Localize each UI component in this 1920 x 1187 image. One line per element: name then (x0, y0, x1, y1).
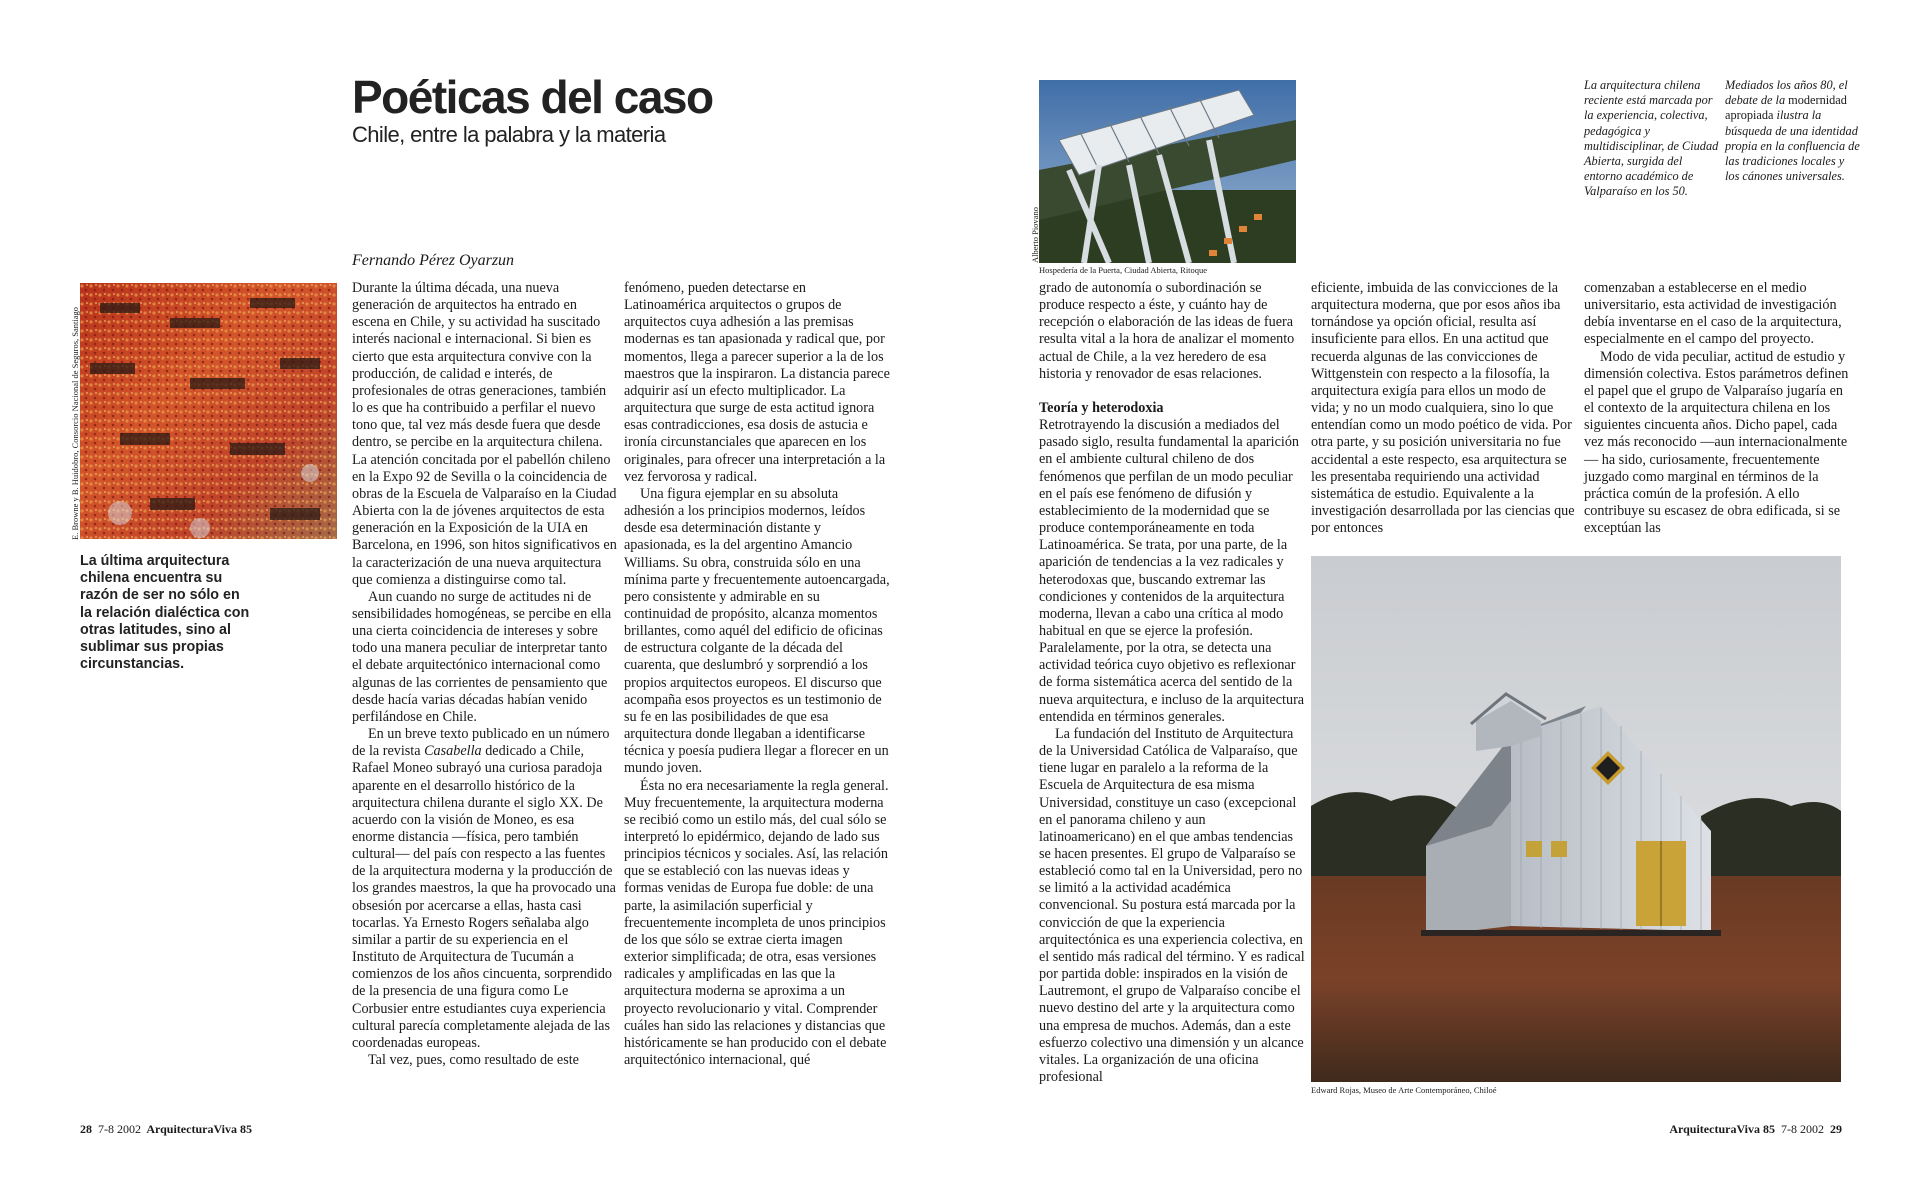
issue-date: 7-8 2002 (1781, 1122, 1824, 1136)
top-photo-credit: Alberto Piovano (1030, 207, 1040, 263)
paragraph: Tal vez, pues, como resultado de este (368, 1052, 579, 1069)
text-column-5 (1584, 280, 1850, 537)
magazine-name: ArquitecturaViva 85 (146, 1122, 252, 1136)
folio-left (80, 1122, 252, 1137)
text-column-4 (1311, 280, 1577, 537)
sidebar-quote-2 (1725, 78, 1860, 184)
quote-text: ilustra la búsqueda de una identidad propia en la confluencia de las tradiciones locales y los cánones universales. (1725, 108, 1860, 184)
article-subtitle: Chile, entre la palabra y la materia (352, 122, 666, 147)
hospederia-photo (1039, 80, 1296, 263)
house-photo-caption: Edward Rojas, Museo de Arte Contemporáneo, Chiloé (1311, 1085, 1497, 1095)
article-title: Poéticas del caso (352, 71, 713, 123)
paragraph: Modo de vida peculiar, actitud de estudio y dimensión colectiva. Estos parámetros definen el papel que el grupo de Valparaíso jugaría en el contexto de la arquitectura chilena en los siguientes cincuenta años. Dicho papel, cada vez más reconocido —aun internacionalmente— ha sido, curiosamente, frecuentemente juzgado como marginal en términos de la práctica común de la profesión. A ello contribuye su escasez de obra edificada, si se exceptúan las (1584, 348, 1849, 537)
paragraph: eficiente, imbuida de las convicciones de la arquitectura moderna, que por esos años iba tornándose ya opción oficial, resulta así insuficiente para ellos. En una actitud que recuerda algunas de las convicciones de Wittgenstein con respecto a la filosofía, la arquitectura exigía para ellos un modo de vida; y no un modo cualquiera, sino lo que entendían como un modo poético de vida. Por otra parte, y su posición universitaria no fue accidental a este respecto, esa arquitectura se les presentaba requiriendo una actividad sistemática de estudio. Equivalente a la investigación desarrollada por las ciencias que por entonces (1311, 280, 1575, 537)
page-number: 28 (80, 1122, 92, 1136)
museum-house-photo (1311, 556, 1841, 1082)
section-heading: Teoría y heterodoxia (1039, 399, 1164, 416)
text-column-3 (1039, 280, 1305, 1086)
paragraph: Una figura ejemplar en su absoluta adhesión a los principios modernos, leídos desde esa determinación distante y apasionada, es la del argentino Amancio Williams. Su obra, construida sólo en una mínima parte y frecuentemente autoencargada, pero consistente y admirable en su continuidad de propósito, alcanza momentos brillantes, como aquél del edificio de oficinas de estructura colgante de la década del cuarenta, que deslumbró y sorprendió a los propios arquitectos europeos. El discurso que acompaña esos proyectos es un testimonio de su fe en las posibilidades de que esa arquitectura donde llegaban a identificarse técnica y poesía pudiera llegar a florecer en un mundo joven. (624, 485, 890, 777)
paragraph: Ésta no era necesariamente la regla general. Muy frecuentemente, la arquitectura moderna se recibió como un estilo más, del cual sólo se interpretó lo epidérmico, dejando de lado sus principios técnicos y sociales. Así, las relación que se estableció con las nuevas ideas y formas venidas de Europa fue doble: de una parte, la asimilación superficial y frecuentemente incompleta de unos principios de los que sólo se extrae cierta imagen exterior simplificada; de otra, esas versiones radicales y amplificadas en las que la arquitectura moderna se aproxima a un proyecto revolucionario y vital. Comprender cuáles han sido las relaciones y distancias que históricamente se han producido con el debate arquitectónico internacional, qué (624, 777, 889, 1069)
quote-term: modernidad apropiada (1725, 93, 1847, 123)
paragraph: Aun cuando no surge de actitudes ni de sensibilidades homogéneas, se percibe en ella una cierta coincidencia de intereses y sobre todo una manera peculiar de interpretar tanto el debate arquitectónico internacional como algunas de las corrientes de pensamiento que desde hacía varias décadas habían venido perfilándose en Chile. (352, 588, 612, 725)
paragraph: Durante la última década, una nueva generación de arquitectos ha entrado en escena en Chile, y su actividad ha suscitado interés nacional e internacional. Si bien es cierto que esta arquitectura convive con la producción, de calidad e interés, de profesionales de otras generaciones, también lo es que ha contribuido a perfilar el nuevo tono que, tal vez más desde fuera que desde dentro, se percibe en la arquitectura chilena. La atención concitada por el pabellón chileno en la Expo 92 de Sevilla o la coincidencia de obras de la Escuela de Valparaíso en la Ciudad Abierta con la de jóvenes arquitectos de esta generación en la Exposición de la UIA en Barcelona, en 1996, son hitos significativos en la caracterización de una nueva arquitectura que comienza a distinguirse como tal. (352, 280, 617, 588)
author-byline: Fernando Pérez Oyarzun (352, 252, 515, 269)
paragraph (352, 726, 618, 1052)
paragraph: fenómeno, pueden detectarse en Latinoamérica arquitectos o grupos de arquitectos cuya adhesión a las premisas modernas es tan apasionada y radical que, por momentos, llega a parecer superior a la de los maestros que la inspiraron. La distancia parece adquirir así un efecto multiplicador. La arquitectura que surge de esta actitud ignora esas contradicciones, esa dosis de astucia e ironía circunstanciales que aparecen en los originales, para ofrecer una interpretación a la vez fervorosa y radical. (624, 280, 890, 485)
paragraph: La fundación del Instituto de Arquitectura de la Universidad Católica de Valparaíso, que tiene lugar en paralelo a la reforma de la Escuela de Arquitectura de esa misma Universidad, constituye un caso (excepcional en el panorama chileno y aun latinoamericano) en el que ambas tendencias se hacen presentes. El grupo de Valparaíso se estableció como tal en la Universidad, pero no se limitó a la actividad académica convencional. Su postura está marcada por la convicción de que la experiencia arquitectónica es una experiencia colectiva, en el sentido más radical del término. Y es radical por partida doble: inspirados en la visión de Lautremont, el grupo de Valparaíso concibe el nuevo destino del arte y la arquitectura como una empresa de muchos. Además, dan a este esfuerzo colectivo una dimensión y un alcance vitales. La organización de una oficina profesional (1039, 725, 1305, 1086)
paragraph-text: dedicado a Chile, Rafael Moneo subrayó una curiosa paradoja aparente en el desarrollo histórico de la arquitectura chilena durante el siglo XX. De acuerdo con la visión de Moneo, es esa enorme distancia —física, pero también cultural— del país con respecto a las fuentes de la arquitectura moderna y la producción de los grandes maestros, la que ha provocado una obsesión por acercarse a ellas, hasta casi tocarlas. Ya Ernesto Rogers señalaba algo similar a partir de su experiencia en el Instituto de Arquitectura de Tucumán a comienzos de los años cincuenta, sorprendido de la presencia de una figura como Le Corbusier entre estudiantes cuya experiencia cultural parecía completamente alejada de las coordenadas europeas. (352, 743, 616, 1051)
folio-right (1669, 1122, 1842, 1137)
left-photo-credit: E. Browne y B. Huidobro, Consorcio Nacional de Seguros, Santiago (70, 306, 80, 540)
magazine-name: Casabella (424, 743, 482, 760)
page-number: 29 (1830, 1122, 1842, 1136)
quote-text: Mediados los años 80, el debate de la (1725, 78, 1848, 108)
paragraph: comenzaban a establecerse en el medio universitario, esta actividad de investigación debía inventarse en el caso de la arquitectura, especialmente en el campo del proyecto. (1584, 280, 1842, 348)
text-column-1 (352, 280, 618, 1069)
top-photo-caption: Hospedería de la Puerta, Ciudad Abierta, Ritoque (1039, 265, 1208, 275)
paragraph: grado de autonomía o subordinación se produce respecto a éste, y cuánto hay de recepción o elaboración de las ideas de fuera resulta vital a la hora de analizar el momento actual de Chile, a la vez heredero de esa historia y renovador de esas relaciones. (1039, 280, 1295, 382)
paragraph: Retrotrayendo la discusión a mediados del pasado siglo, resulta fundamental la aparición en el ambiente cultural chileno de dos fenómenos que perfilan de un modo peculiar en el país ese fenómeno de difusión y establecimiento de la modernidad que se produce contemporáneamente en toda Latinoamérica. Se trata, por una parte, de la aparición de tendencias a la vez radicales y heterodoxas que, buscando extremar las condiciones y contenidos de la arquitectura moderna, llevan a cabo una crítica al modo habitual en que se ejerce la profesión. Paralelamente, por la otra, se detecta una actividad teórica cuyo objetivo es reflexionar de forma sistemática acerca del sentido de la nueva arquitectura, e incluso de la arquitectura entendida en términos generales. (1039, 417, 1305, 725)
text-column-2 (624, 280, 890, 1069)
magazine-name: ArquitecturaViva 85 (1669, 1122, 1775, 1136)
sidebar-quote-1: La arquitectura chilena reciente está marcada por la experiencia, colectiva, pedagógica y multidisciplinar, de Ciudad Abierta, surgida del entorno académico de Valparaíso en los 50. (1584, 78, 1719, 199)
paragraph-text: En un breve texto publicado en un número de la revista (352, 726, 610, 760)
pull-quote: La última arquitectura chilena encuentra su razón de ser no sólo en la relación dialéctica con otras latitudes, sino al sublimar sus propias circunstancias. (80, 553, 250, 673)
left-facade-photo (80, 283, 337, 539)
issue-date: 7-8 2002 (98, 1122, 141, 1136)
